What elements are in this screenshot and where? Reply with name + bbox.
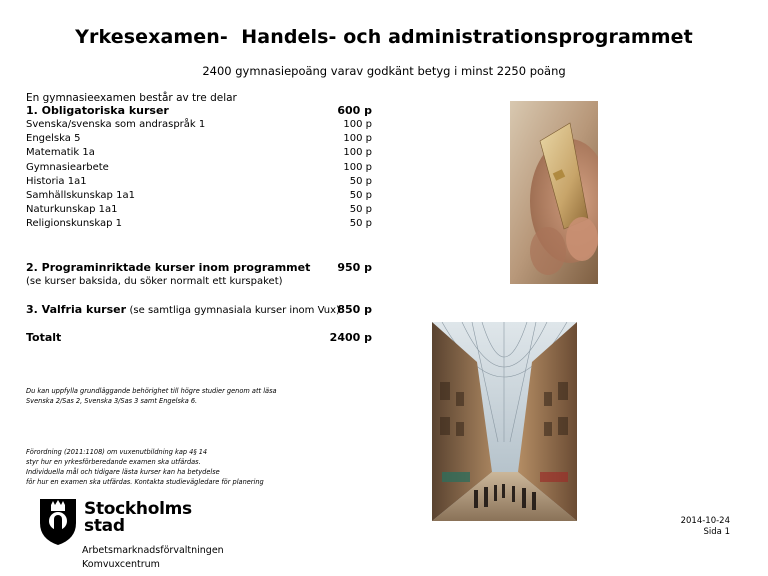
- section2-points: 950 p: [337, 261, 372, 274]
- section2-note: (se kurser baksida, du söker normalt ett kurspaket): [26, 276, 283, 287]
- course-name: Engelska 5: [26, 133, 81, 145]
- section3-note: (se samtliga gymnasiala kurser inom Vux): [129, 305, 340, 316]
- course-points: 100 p: [343, 161, 372, 173]
- footer-date-page: [660, 516, 730, 538]
- footer-page-number: Sida 1: [703, 527, 730, 537]
- section3-heading: 3. Valfria kurser: [26, 303, 127, 316]
- total-row: [26, 331, 372, 346]
- course-row: [26, 162, 372, 176]
- course-name: Religionskunskap 1: [26, 218, 123, 230]
- course-points: 50 p: [349, 175, 372, 187]
- eligibility-note-line: Du kan uppfylla grundläggande behörighet till högre studier genom att läsa: [26, 387, 277, 395]
- section1-heading: 1. Obligatoriska kurser: [26, 104, 169, 117]
- section2-heading: 2. Programinriktade kurser inom programmet: [26, 261, 311, 274]
- logo-line2: stad: [84, 516, 125, 536]
- total-points: 2400 p: [329, 331, 372, 344]
- gallery-arcade-photo: [432, 322, 577, 521]
- course-name: Samhällskunskap 1a1: [26, 189, 135, 201]
- eligibility-note-line: Svenska 2/Sas 2, Svenska 3/Sas 3 samt Engelska 6.: [26, 397, 198, 405]
- course-row: [26, 119, 372, 133]
- course-row: [26, 133, 372, 147]
- credit-card-photo: [510, 101, 598, 284]
- regulation-note-line: för hur en examen ska utfärdas. Kontakta studievägledare för planering: [26, 478, 264, 486]
- section1-heading-row: [26, 104, 372, 119]
- intro-text: En gymnasieexamen består av tre delar: [26, 92, 237, 104]
- course-row: [26, 190, 372, 204]
- course-points: 100 p: [343, 133, 372, 145]
- section3: [26, 303, 372, 318]
- course-row: [26, 176, 372, 190]
- course-points: 50 p: [349, 204, 372, 216]
- course-row: [26, 147, 372, 161]
- section2: [26, 261, 372, 287]
- logo-line1: Stockholms: [84, 499, 192, 519]
- department-info: [82, 544, 224, 572]
- regulation-note: [26, 447, 264, 487]
- course-points: 100 p: [343, 147, 372, 159]
- regulation-note-line: Individuella mål och tidigare lästa kurser kan ha betydelse: [26, 468, 220, 476]
- course-points: 100 p: [343, 119, 372, 130]
- page-subtitle: 2400 gymnasiepoäng varav godkänt betyg i minst 2250 poäng: [202, 64, 566, 78]
- department-line1: Arbetsmarknadsförvaltningen: [82, 545, 224, 556]
- course-name: Naturkunskap 1a1: [26, 204, 118, 216]
- section3-heading-row: [26, 303, 372, 318]
- course-row: [26, 218, 372, 232]
- section3-points: 850 p: [337, 303, 372, 316]
- course-name: Historia 1a1: [26, 175, 87, 187]
- department-line2: Komvuxcentrum: [82, 559, 160, 570]
- eligibility-note: [26, 386, 277, 406]
- course-row: [26, 204, 372, 218]
- course-name: Gymnasiearbete: [26, 161, 109, 173]
- stockholm-crest-icon: [38, 497, 78, 547]
- course-name: Matematik 1a: [26, 147, 95, 159]
- page-title: Yrkesexamen- Handels- och administrationsprogrammet: [75, 26, 693, 48]
- mandatory-courses-list: [26, 104, 372, 233]
- section2-heading-row: [26, 261, 372, 276]
- total-label: Totalt: [26, 331, 62, 344]
- course-points: 50 p: [349, 189, 372, 201]
- footer-date: 2014-10-24: [680, 516, 730, 526]
- logo-wordmark: [84, 501, 192, 535]
- regulation-note-line: Förordning (2011:1108) om vuxenutbildning kap 4§ 14: [26, 448, 208, 456]
- course-name: Svenska/svenska som andraspråk 1: [26, 119, 206, 130]
- course-points: 50 p: [349, 218, 372, 230]
- section1-points: 600 p: [337, 104, 372, 117]
- regulation-note-line: styr hur en yrkesförberedande examen ska utfärdas.: [26, 458, 201, 466]
